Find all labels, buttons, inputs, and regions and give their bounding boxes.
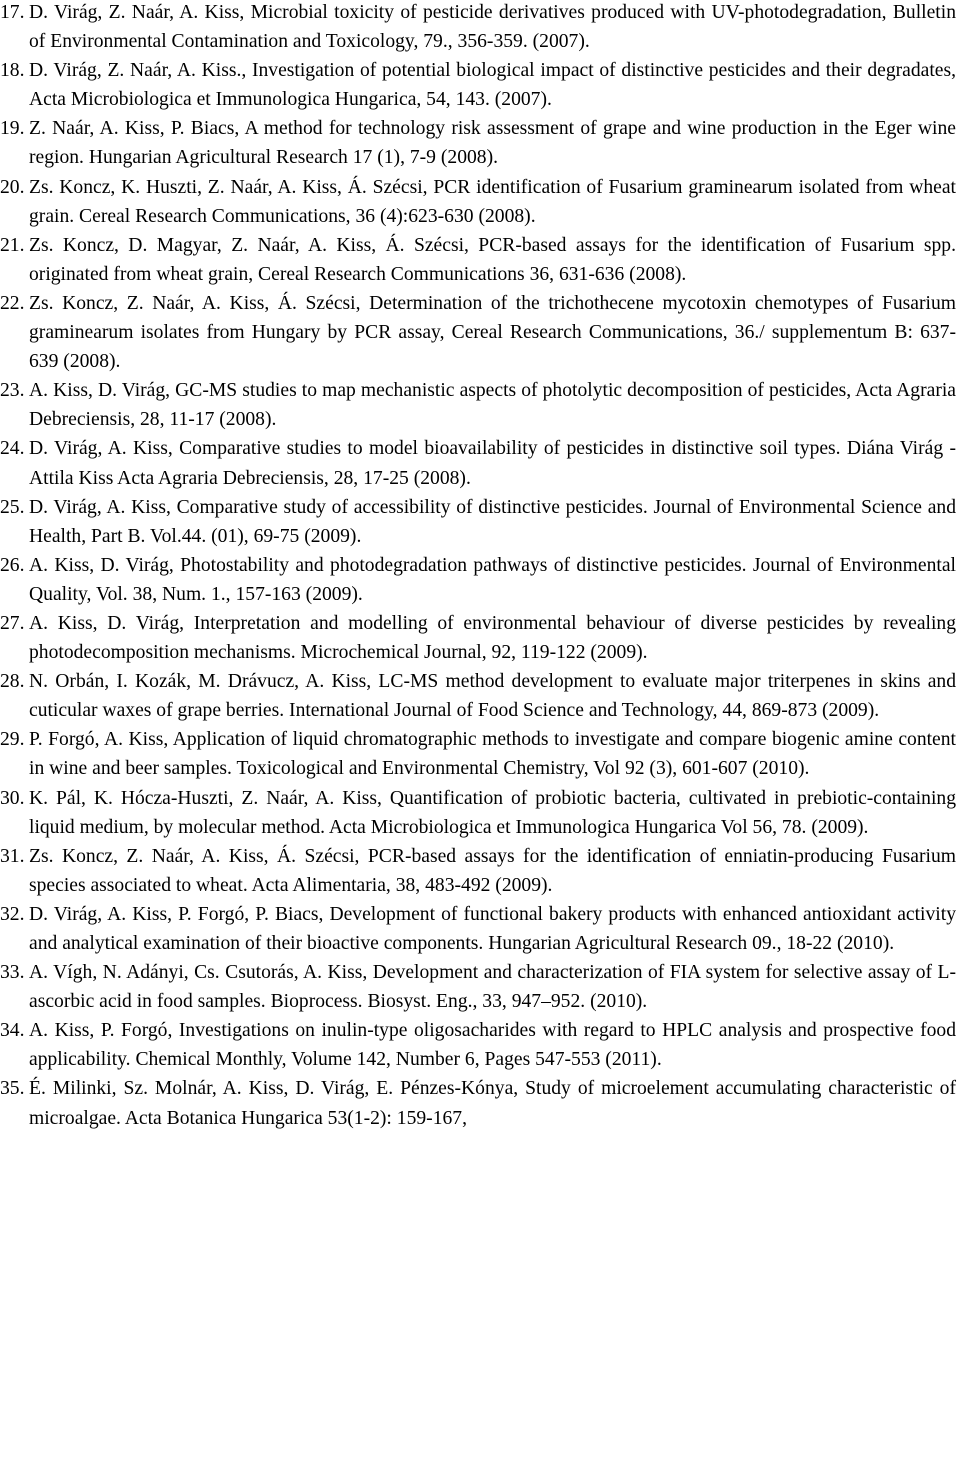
- reference-text: D. Virág, A. Kiss, Comparative study of accessibility of distinctive pesticides. Journal of Environmental Science and Health, Part B. Vol.44. (01), 69-75 (2009).: [29, 496, 956, 547]
- reference-item: [0, 56, 956, 114]
- reference-number: 22.: [0, 292, 25, 314]
- reference-text: A. Vígh, N. Adányi, Cs. Csutorás, A. Kiss, Development and characterization of FIA system for selective assay of L-ascorbic acid in food samples. Bioprocess. Biosyst. Eng., 33, 947–952. (2010).: [29, 962, 956, 1013]
- reference-text: K. Pál, K. Hócza-Huszti, Z. Naár, A. Kiss, Quantification of probiotic bacteria, cultivated in prebiotic-containing liquid medium, by molecular method. Acta Microbiologica et Immunologica Hungarica Vol 56, 78. (2009).: [29, 787, 956, 838]
- reference-number: 29.: [0, 729, 25, 751]
- reference-item: [0, 842, 956, 900]
- reference-number: 25.: [0, 496, 25, 518]
- reference-text: Z. Naár, A. Kiss, P. Biacs, A method for technology risk assessment of grape and wine production in the Eger wine region. Hungarian Agricultural Research 17 (1), 7-9 (2008).: [29, 118, 956, 169]
- reference-item: [0, 493, 956, 551]
- reference-item: [0, 725, 956, 783]
- reference-text: A. Kiss, D. Virág, GC-MS studies to map mechanistic aspects of photolytic decomposition of pesticides, Acta Agraria Debreciensis, 28, 11-17 (2008).: [29, 380, 956, 431]
- reference-number: 18.: [0, 60, 25, 82]
- reference-item: [0, 958, 956, 1016]
- reference-text: A. Kiss, P. Forgó, Investigations on inulin-type oligosacharides with regard to HPLC analysis and prospective food applicability. Chemical Monthly, Volume 142, Number 6, Pages 547-553 (2011).: [29, 1020, 956, 1071]
- reference-item: [0, 1074, 956, 1132]
- reference-item: [0, 609, 956, 667]
- reference-number: 23.: [0, 380, 25, 402]
- reference-text: Zs. Koncz, Z. Naár, A. Kiss, Á. Szécsi, PCR-based assays for the identification of enniatin-producing Fusarium species associated to wheat. Acta Alimentaria, 38, 483-492 (2009).: [29, 845, 956, 896]
- reference-item: [0, 376, 956, 434]
- reference-text: D. Virág, A. Kiss, P. Forgó, P. Biacs, Development of functional bakery products with enhanced antioxidant activity and analytical examination of their bioactive components. Hungarian Agricultural Research 09., 18-22 (2010).: [29, 903, 956, 954]
- reference-number: 28.: [0, 671, 25, 693]
- reference-item: [0, 784, 956, 842]
- reference-number: 30.: [0, 787, 25, 809]
- reference-number: 21.: [0, 234, 25, 256]
- reference-item: [0, 900, 956, 958]
- reference-number: 34.: [0, 1020, 25, 1042]
- reference-text: N. Orbán, I. Kozák, M. Drávucz, A. Kiss, LC-MS method development to evaluate major triterpenes in skins and cuticular waxes of grape berries. International Journal of Food Science and Technology, 44, 869-873 (2009).: [29, 671, 956, 722]
- reference-item: [0, 289, 956, 376]
- reference-text: A. Kiss, D. Virág, Photostability and photodegradation pathways of distinctive pesticides. Journal of Environmental Quality, Vol. 38, Num. 1., 157-163 (2009).: [29, 554, 956, 605]
- reference-number: 19.: [0, 118, 25, 140]
- reference-text: D. Virág, A. Kiss, Comparative studies to model bioavailability of pesticides in distinctive soil types. Diána Virág - Attila Kiss Acta Agraria Debreciensis, 28, 17-25 (2008).: [29, 438, 956, 489]
- reference-item: [0, 231, 956, 289]
- reference-item: [0, 0, 956, 56]
- reference-number: 32.: [0, 903, 25, 925]
- reference-number: 27.: [0, 612, 25, 634]
- reference-text: Zs. Koncz, K. Huszti, Z. Naár, A. Kiss, Á. Szécsi, PCR identification of Fusarium graminearum isolated from wheat grain. Cereal Research Communications, 36 (4):623-630 (2008).: [29, 176, 956, 227]
- reference-number: 26.: [0, 554, 25, 576]
- reference-number: 33.: [0, 962, 25, 984]
- reference-text: É. Milinki, Sz. Molnár, A. Kiss, D. Virág, E. Pénzes-Kónya, Study of microelement accumulating characteristic of microalgae. Acta Botanica Hungarica 53(1-2): 159-167,: [29, 1078, 956, 1129]
- reference-number: 24.: [0, 438, 25, 460]
- reference-number: 17.: [0, 2, 25, 23]
- reference-text: D. Virág, Z. Naár, A. Kiss., Investigation of potential biological impact of distinctive pesticides and their degradates, Acta Microbiologica et Immunologica Hungarica, 54, 143. (2007).: [29, 60, 956, 111]
- reference-text: A. Kiss, D. Virág, Interpretation and modelling of environmental behaviour of diverse pesticides by revealing photodecomposition mechanisms. Microchemical Journal, 92, 119-122 (2009).: [29, 612, 956, 664]
- reference-number: 20.: [0, 176, 25, 198]
- reference-text: P. Forgó, A. Kiss, Application of liquid chromatographic methods to investigate and compare biogenic amine content in wine and beer samples. Toxicological and Environmental Chemistry, Vol 92 (3), 601-607 (2010).: [29, 729, 956, 780]
- reference-item: [0, 434, 956, 492]
- reference-item: [0, 667, 956, 725]
- reference-number: 35.: [0, 1078, 25, 1100]
- reference-item: [0, 551, 956, 609]
- reference-number: 31.: [0, 845, 25, 867]
- reference-item: [0, 173, 956, 231]
- reference-item: [0, 114, 956, 172]
- reference-item: [0, 1016, 956, 1074]
- reference-text: D. Virág, Z. Naár, A. Kiss, Microbial toxicity of pesticide derivatives produced with UV-photodegradation, Bulletin of Environmental Contamination and Toxicology, 79., 356-359. (2007).: [29, 2, 956, 53]
- reference-text: Zs. Koncz, Z. Naár, A. Kiss, Á. Szécsi, Determination of the trichothecene mycotoxin chemotypes of Fusarium graminearum isolates from Hungary by PCR assay, Cereal Research Communications, 36./ supplementum B: 637-639 (2008).: [29, 292, 956, 373]
- reference-text: Zs. Koncz, D. Magyar, Z. Naár, A. Kiss, Á. Szécsi, PCR-based assays for the identification of Fusarium spp. originated from wheat grain, Cereal Research Communications 36, 631-636 (2008).: [29, 234, 956, 285]
